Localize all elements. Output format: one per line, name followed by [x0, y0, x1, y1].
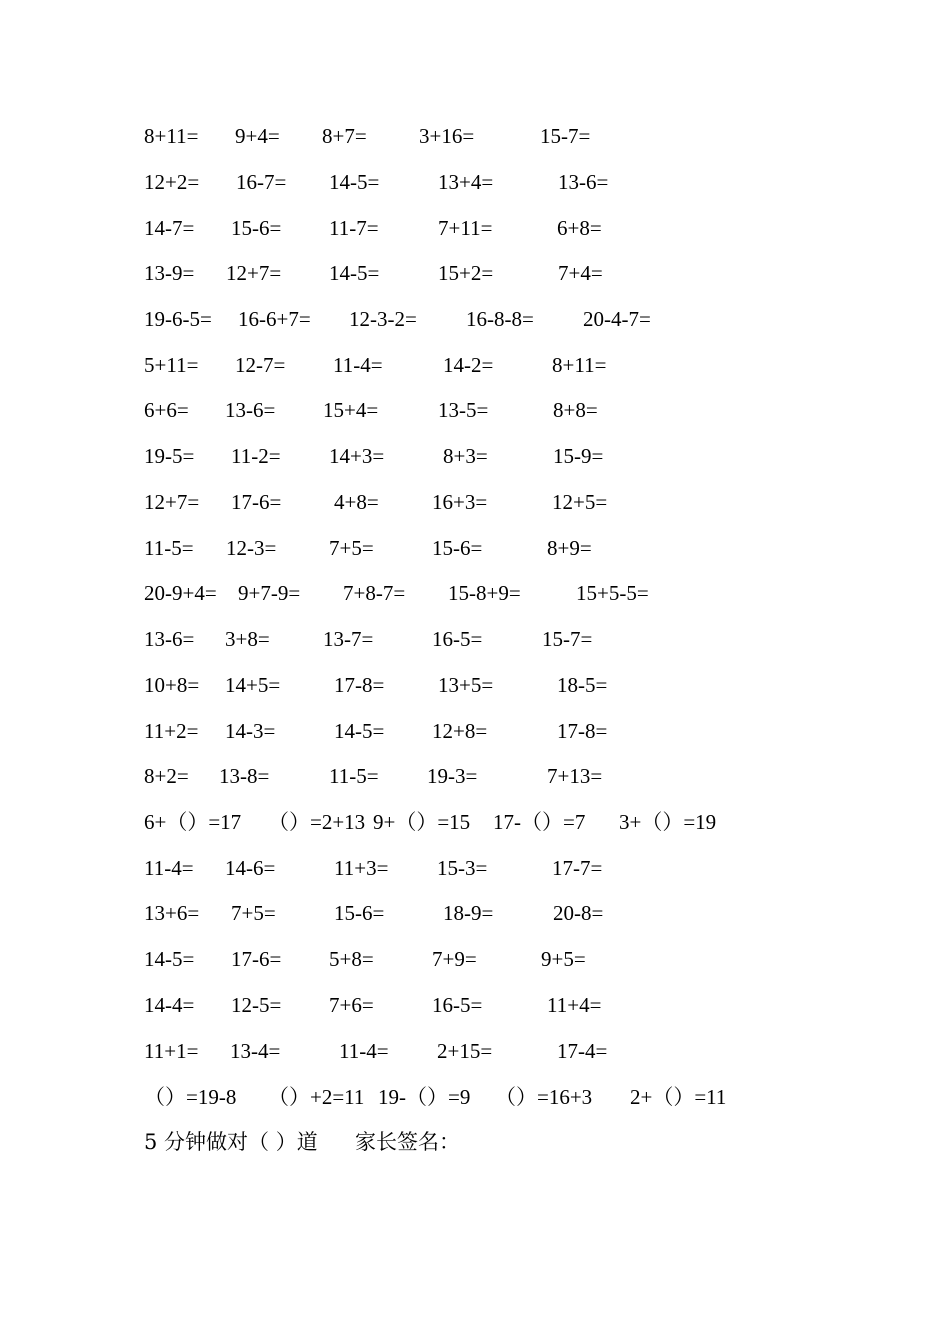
math-problem: 9+（）=15	[373, 810, 471, 834]
math-problem: 8+11=	[144, 124, 199, 148]
math-problem: 11-2=	[231, 444, 281, 468]
exercise-row	[0, 624, 950, 654]
math-problem: 13-6=	[225, 398, 276, 422]
parent-signature-label: 家长签名：	[355, 1130, 460, 1154]
math-problem: 8+8=	[553, 398, 598, 422]
math-problem: 13-5=	[438, 398, 489, 422]
math-problem: 7+9=	[432, 947, 477, 971]
math-problem: 11+1=	[144, 1039, 199, 1063]
exercise-row	[0, 304, 950, 334]
math-problem: 11-4=	[333, 353, 383, 377]
math-problem: 12+2=	[144, 170, 200, 194]
math-problem: 16-5=	[432, 993, 483, 1017]
math-problem: 7+5=	[231, 901, 276, 925]
math-problem: 16+3=	[432, 490, 488, 514]
math-problem: 11+2=	[144, 719, 199, 743]
math-problem: 13-7=	[323, 627, 374, 651]
math-problem: 4+8=	[334, 490, 379, 514]
math-problem: 13-4=	[230, 1039, 281, 1063]
exercise-row	[0, 761, 950, 791]
math-problem: 7+6=	[329, 993, 374, 1017]
math-problem: （）=19-8	[144, 1085, 237, 1109]
math-problem: 19-5=	[144, 444, 195, 468]
exercise-row	[0, 213, 950, 243]
exercise-row	[0, 716, 950, 746]
math-problem: 17-（）=7	[493, 810, 586, 834]
math-problem: 14-7=	[144, 216, 195, 240]
math-problem: 8+3=	[443, 444, 488, 468]
exercise-row	[0, 853, 950, 883]
math-problem: 12-5=	[231, 993, 282, 1017]
math-problem: 13-6=	[144, 627, 195, 651]
math-problem: 14-5=	[329, 261, 380, 285]
math-problem: 7+13=	[547, 764, 603, 788]
math-problem: 8+9=	[547, 536, 592, 560]
math-problem: 5+8=	[329, 947, 374, 971]
exercise-row	[0, 944, 950, 974]
math-problem: 14-3=	[225, 719, 276, 743]
math-problem: 14-2=	[443, 353, 494, 377]
exercise-row	[0, 1082, 950, 1112]
math-problem: 8+7=	[322, 124, 367, 148]
math-problem: 17-8=	[557, 719, 608, 743]
math-problem: 16-8-8=	[466, 307, 534, 331]
math-problem: 17-4=	[557, 1039, 608, 1063]
math-problem: 18-9=	[443, 901, 494, 925]
math-problem: 15+4=	[323, 398, 379, 422]
math-problem: 18-5=	[557, 673, 608, 697]
math-problem: 9+5=	[541, 947, 586, 971]
math-problem: 12+7=	[226, 261, 282, 285]
math-problem: 19-（）=9	[378, 1085, 471, 1109]
math-problem: 11-4=	[339, 1039, 389, 1063]
exercise-row	[0, 441, 950, 471]
math-problem: 12+8=	[432, 719, 488, 743]
exercise-row	[0, 533, 950, 563]
math-problem: 9+4=	[235, 124, 280, 148]
math-problem: 15-6=	[432, 536, 483, 560]
exercise-row	[0, 807, 950, 837]
math-problem: 15+5-5=	[576, 581, 649, 605]
math-problem: 17-7=	[552, 856, 603, 880]
exercise-row	[0, 578, 950, 608]
math-problem: 16-7=	[236, 170, 287, 194]
math-problem: 14-4=	[144, 993, 195, 1017]
math-problem: 10+8=	[144, 673, 200, 697]
math-problem: 3+8=	[225, 627, 270, 651]
math-problem: 13+4=	[438, 170, 494, 194]
math-problem: 14-5=	[334, 719, 385, 743]
math-problem: 15+2=	[438, 261, 494, 285]
math-problem: 7+11=	[438, 216, 493, 240]
math-problem: 15-8+9=	[448, 581, 521, 605]
math-problem: 20-9+4=	[144, 581, 217, 605]
math-problem: 7+5=	[329, 536, 374, 560]
math-problem: 5+11=	[144, 353, 199, 377]
worksheet-footer	[144, 1127, 460, 1157]
exercise-row	[0, 121, 950, 151]
math-problem: 11-4=	[144, 856, 194, 880]
exercise-row	[0, 670, 950, 700]
math-problem: 19-3=	[427, 764, 478, 788]
exercise-row	[0, 167, 950, 197]
exercise-row	[0, 1036, 950, 1066]
math-problem: 6+8=	[557, 216, 602, 240]
math-problem: 17-6=	[231, 947, 282, 971]
math-problem: 6+6=	[144, 398, 189, 422]
math-problem: 2+15=	[437, 1039, 493, 1063]
math-problem: 15-7=	[542, 627, 593, 651]
math-problem: 19-6-5=	[144, 307, 212, 331]
math-problem: 14-5=	[329, 170, 380, 194]
exercise-row	[0, 487, 950, 517]
math-problem: 15-6=	[231, 216, 282, 240]
math-problem: 13-8=	[219, 764, 270, 788]
math-problem: 15-9=	[553, 444, 604, 468]
math-problem: 7+8-7=	[343, 581, 406, 605]
math-problem: （）=16+3	[495, 1085, 593, 1109]
math-problem: （）=2+13	[268, 810, 366, 834]
math-problem: 13-9=	[144, 261, 195, 285]
math-problem: 14+5=	[225, 673, 281, 697]
math-problem: 20-4-7=	[583, 307, 651, 331]
math-problem: 11-5=	[144, 536, 194, 560]
exercise-row	[0, 258, 950, 288]
math-problem: 16-6+7=	[238, 307, 311, 331]
math-problem: 14-5=	[144, 947, 195, 971]
math-problem: 3+16=	[419, 124, 475, 148]
math-problem: 15-7=	[540, 124, 591, 148]
math-problem: 11-7=	[329, 216, 379, 240]
math-problem: 6+（）=17	[144, 810, 242, 834]
math-problem: 14-6=	[225, 856, 276, 880]
math-problem: 15-3=	[437, 856, 488, 880]
math-problem: 16-5=	[432, 627, 483, 651]
math-problem: 12-3-2=	[349, 307, 417, 331]
math-problem: 2+（）=11	[630, 1085, 727, 1109]
score-text: 5 分钟做对（ ）道	[144, 1130, 318, 1154]
math-problem: 8+11=	[552, 353, 607, 377]
math-problem: 9+7-9=	[238, 581, 301, 605]
math-problem: 12-3=	[226, 536, 277, 560]
math-problem: 15-6=	[334, 901, 385, 925]
math-problem: 11+3=	[334, 856, 389, 880]
math-problem: 11+4=	[547, 993, 602, 1017]
math-problem: 13+6=	[144, 901, 200, 925]
math-problem: 3+（）=19	[619, 810, 717, 834]
math-problem: 12+7=	[144, 490, 200, 514]
math-problem: 13+5=	[438, 673, 494, 697]
math-problem: 12+5=	[552, 490, 608, 514]
exercise-row	[0, 395, 950, 425]
exercise-row	[0, 990, 950, 1020]
math-problem: 17-8=	[334, 673, 385, 697]
math-problem: 20-8=	[553, 901, 604, 925]
math-problem: （）+2=11	[268, 1085, 365, 1109]
math-problem: 11-5=	[329, 764, 379, 788]
math-problem: 7+4=	[558, 261, 603, 285]
math-problem: 17-6=	[231, 490, 282, 514]
math-problem: 14+3=	[329, 444, 385, 468]
exercise-row	[0, 898, 950, 928]
math-problem: 13-6=	[558, 170, 609, 194]
exercise-row	[0, 350, 950, 380]
math-problem: 12-7=	[235, 353, 286, 377]
math-problem: 8+2=	[144, 764, 189, 788]
